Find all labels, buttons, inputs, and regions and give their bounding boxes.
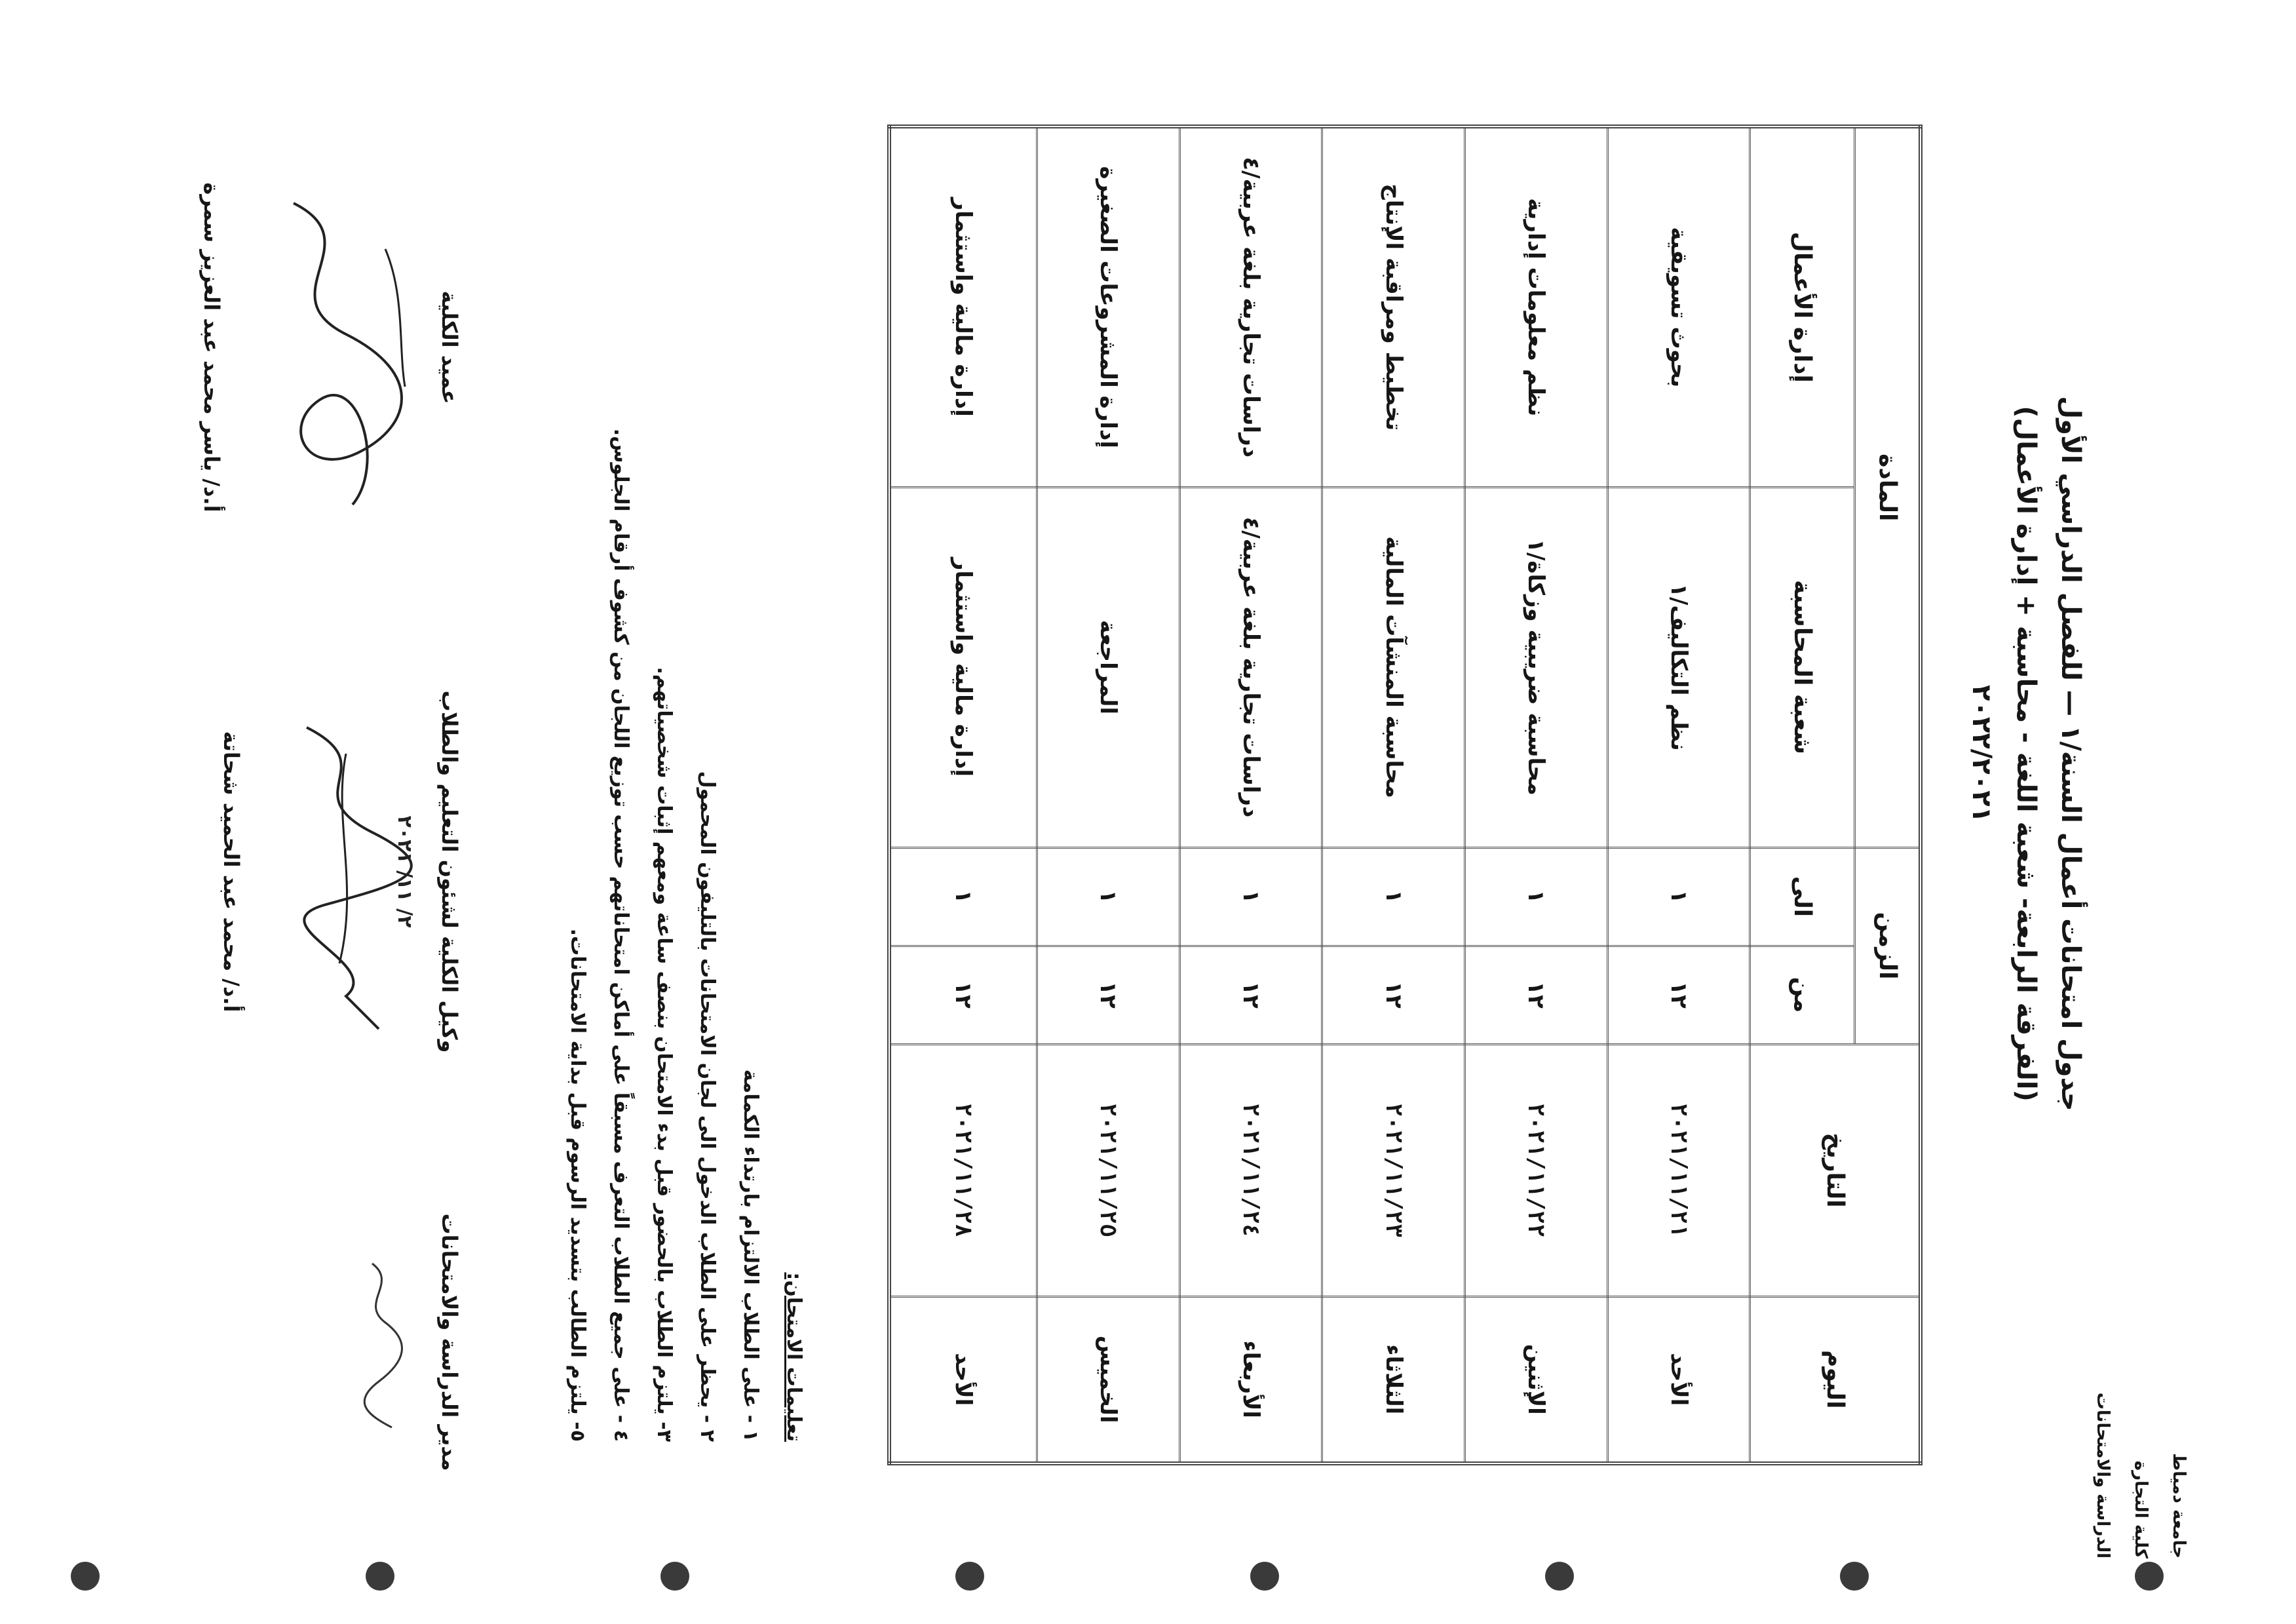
header-day: اليوم bbox=[1750, 1296, 1921, 1463]
cell-business: إدارة المشروعات الصغيرة bbox=[1037, 126, 1179, 487]
cell-from: ١٢ bbox=[889, 946, 1037, 1044]
cell-to: ١ bbox=[1179, 847, 1322, 946]
cell-from: ١٢ bbox=[1465, 946, 1608, 1044]
cell-business: نظم معلومات إدارية bbox=[1465, 126, 1608, 487]
signature-block-manager bbox=[328, 1159, 474, 1526]
instructions-heading: تعليمات الامتحان: bbox=[782, 1272, 805, 1442]
cell-business: دراسات تجارية بلغة عربية/٤ bbox=[1179, 126, 1322, 487]
cell-day: الثلاثاء bbox=[1322, 1296, 1465, 1463]
cell-date: ٢٠٢١/١١/٢١ bbox=[1607, 1044, 1750, 1296]
instruction-item: ١ - على الطلاب الالتزام بارتداء الكمامة bbox=[739, 1069, 762, 1442]
cell-to: ١ bbox=[1037, 847, 1179, 946]
cell-accounting: المراجعة bbox=[1037, 487, 1179, 847]
title-line-1: جدول امتحانات أعمال السنة/١ — للفصل الدراسي الأول bbox=[2056, 396, 2086, 1112]
manager-title: مدير الدراسة والامتحانات bbox=[437, 1213, 462, 1471]
instruction-item: ٥- يلتزم الطالب بتسديد الرسوم قبل بداية الامتحانات. bbox=[566, 928, 589, 1442]
cell-accounting: دراسات تجارية بلغة عربية/٤ bbox=[1179, 487, 1322, 847]
manager-signature bbox=[346, 1244, 425, 1440]
cell-to: ١ bbox=[1465, 847, 1608, 946]
faculty-header bbox=[2084, 1393, 2198, 1558]
cell-accounting: محاسبة ضريبية وزكاة/١ bbox=[1465, 487, 1608, 847]
signature-block-vice-dean bbox=[206, 668, 474, 1075]
dean-signature bbox=[254, 151, 425, 544]
cell-from: ١٢ bbox=[1607, 946, 1750, 1044]
cell-business: بحوث تسويقية bbox=[1607, 126, 1750, 487]
handwritten-date: ٢/ ١١/ ٢٠٢١ bbox=[393, 815, 416, 928]
cell-accounting: نظم التكاليف/١ bbox=[1607, 487, 1750, 847]
dean-name: أ.د/ ياسر محمد عبد العزيز سمرة bbox=[199, 182, 224, 512]
header-subject: المادة bbox=[1855, 126, 1921, 847]
instruction-item: ٤ - على جميع الطلاب التعرف مسبقاً على أماكن امتحاناتهم حسب توزيع اللجان من كشوف أرقام الجلوس. bbox=[609, 428, 632, 1442]
dean-title: عميد الكلية bbox=[437, 290, 462, 404]
cell-date: ٢٠٢١/١١/٢٨ bbox=[889, 1044, 1037, 1296]
cell-from: ١٢ bbox=[1037, 946, 1179, 1044]
title-line-3: ٢٠٢٢/٢٠٢١ bbox=[1966, 685, 1997, 822]
title-line-2: (الفرقة الرابعة- شعبة اللغة - محاسبة + إدارة الأعمال) bbox=[2011, 406, 2041, 1102]
vice-dean-signature bbox=[274, 688, 425, 1055]
cell-to: ١ bbox=[1607, 847, 1750, 946]
table-row bbox=[1037, 126, 1179, 1463]
faculty-name: كلية التجارة bbox=[2131, 1460, 2151, 1558]
cell-date: ٢٠٢١/١١/٢٢ bbox=[1465, 1044, 1608, 1296]
header-accounting: شعبة المحاسبة bbox=[1750, 487, 1855, 847]
cell-day: الأحد bbox=[1607, 1296, 1750, 1463]
table-row bbox=[889, 126, 1037, 1463]
header-time: الزمن bbox=[1855, 847, 1921, 1044]
table-row bbox=[1465, 126, 1608, 1463]
exam-schedule-table bbox=[887, 125, 1923, 1465]
cell-day: الخميس bbox=[1037, 1296, 1179, 1463]
header-date: التاريخ bbox=[1750, 1044, 1921, 1296]
vice-dean-name: أ.د/ محمد عبد الحميد شحاتة bbox=[219, 731, 244, 1013]
university-name: جامعة دمياط bbox=[2169, 1453, 2189, 1558]
table-row bbox=[1607, 126, 1750, 1463]
cell-accounting: إدارة مالية واستثمار bbox=[889, 487, 1037, 847]
instruction-item: ٣- يلتزم الطلاب بالحضور قبل بدء الامتحان بنصف ساعة ومعهم إثبات شخصياتهم. bbox=[653, 667, 676, 1442]
cell-day: الأحد bbox=[889, 1296, 1037, 1463]
signature-block-dean bbox=[187, 118, 474, 577]
department-name: الدراسة والامتحانات bbox=[2093, 1392, 2113, 1558]
table-row bbox=[1179, 126, 1322, 1463]
document-title bbox=[1959, 131, 2093, 1376]
instruction-item: ٢ - يحظر على الطلاب الدخول الى لجان الامتحانات بالتليفون المحمول bbox=[696, 771, 719, 1442]
cell-from: ١٢ bbox=[1322, 946, 1465, 1044]
vice-dean-title: وكيل الكلية لشئون التعليم والطلاب bbox=[437, 690, 462, 1053]
cell-date: ٢٠٢١/١١/٢٤ bbox=[1179, 1044, 1322, 1296]
cell-business: تخطيط ومراقبة الإنتاج bbox=[1322, 126, 1465, 487]
cell-to: ١ bbox=[889, 847, 1037, 946]
table-row bbox=[1322, 126, 1465, 1463]
cell-date: ٢٠٢١/١١/٢٣ bbox=[1322, 1044, 1465, 1296]
cell-day: الأربعاء bbox=[1179, 1296, 1322, 1463]
cell-accounting: محاسبة المنشآت المالية bbox=[1322, 487, 1465, 847]
cell-date: ٢٠٢١/١١/٢٥ bbox=[1037, 1044, 1179, 1296]
exam-instructions bbox=[556, 164, 815, 1442]
header-business: إدارة الأعمال bbox=[1750, 126, 1855, 487]
cell-business: إدارة مالية واستثمار bbox=[889, 126, 1037, 487]
cell-day: الإثنين bbox=[1465, 1296, 1608, 1463]
header-to: الى bbox=[1750, 847, 1855, 946]
cell-from: ١٢ bbox=[1179, 946, 1322, 1044]
header-from: من bbox=[1750, 946, 1855, 1044]
cell-to: ١ bbox=[1322, 847, 1465, 946]
